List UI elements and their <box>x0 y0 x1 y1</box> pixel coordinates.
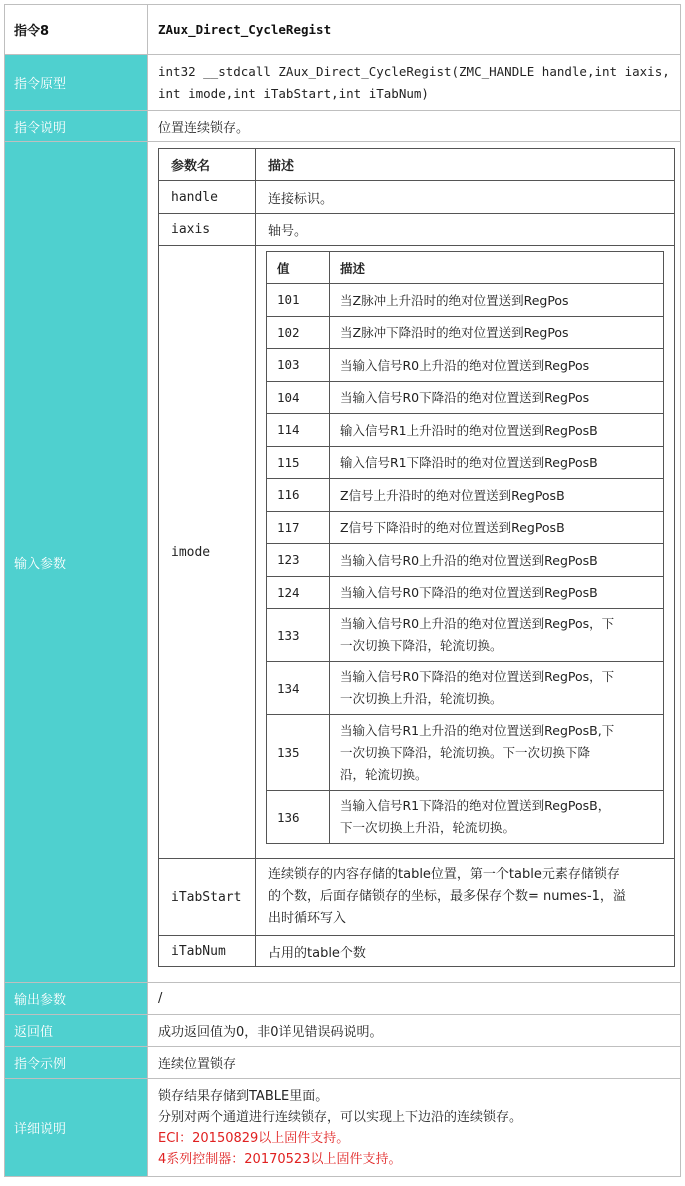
imode-desc-line: 一次切换上升沿，轮流切换。 <box>340 691 503 706</box>
detail-text <box>148 1079 681 1177</box>
imode-value-desc: 输入信号R1下降沿时的绝对位置送到RegPosB <box>330 446 664 479</box>
param-row-iaxis <box>159 214 675 246</box>
imode-value: 116 <box>267 479 330 512</box>
imode-desc-line: 当输入信号R0上升沿的绝对位置送到RegPos，下 <box>340 616 615 631</box>
detail-note-eci: ECI：20150829以上固件支持。 <box>158 1130 350 1146</box>
detail-note-series4: 4系列控制器：20170523以上固件支持。 <box>158 1151 402 1167</box>
imode-value-row <box>267 662 664 715</box>
prototype-label: 指令原型 <box>5 55 148 111</box>
example-text: 连续位置锁存 <box>148 1047 681 1079</box>
imode-value: 133 <box>267 609 330 662</box>
imode-value-row <box>267 609 664 662</box>
imode-value-desc: Z信号上升沿时的绝对位置送到RegPosB <box>330 479 664 512</box>
imode-value: 117 <box>267 511 330 544</box>
values-col-value: 值 <box>267 252 330 284</box>
imode-value: 123 <box>267 544 330 577</box>
imode-value-row <box>267 381 664 414</box>
prototype-row <box>5 55 681 111</box>
imode-value-row <box>267 284 664 317</box>
imode-value-desc: 当输入信号R0上升沿的绝对位置送到RegPos <box>330 349 664 382</box>
imode-values-table <box>266 251 664 844</box>
imode-value: 134 <box>267 662 330 715</box>
param-desc: 轴号。 <box>256 214 675 246</box>
param-row-handle <box>159 181 675 214</box>
imode-value-desc: 输入信号R1上升沿时的绝对位置送到RegPosB <box>330 414 664 447</box>
imode-value-desc: Z信号下降沿时的绝对位置送到RegPosB <box>330 511 664 544</box>
instruction-table <box>4 4 681 1177</box>
imode-value-row <box>267 544 664 577</box>
imode-value: 115 <box>267 446 330 479</box>
param-name: iTabNum <box>159 936 256 967</box>
instruction-number: 指令8 <box>5 5 148 55</box>
imode-value: 101 <box>267 284 330 317</box>
imode-desc-line: 当输入信号R0下降沿的绝对位置送到RegPos，下 <box>340 669 615 684</box>
params-table <box>158 148 675 967</box>
output-label: 输出参数 <box>5 983 148 1015</box>
example-label: 指令示例 <box>5 1047 148 1079</box>
param-row-itabnum <box>159 936 675 967</box>
imode-desc-line: 一次切换下降沿，轮流切换。 <box>340 638 503 653</box>
imode-value-row <box>267 316 664 349</box>
itabstart-desc-line: 连续锁存的内容存储的table位置，第一个table元素存储锁存 <box>268 867 620 882</box>
param-name: handle <box>159 181 256 214</box>
param-desc: 连接标识。 <box>256 181 675 214</box>
description-row <box>5 111 681 142</box>
imode-value-desc: 当Z脉冲下降沿时的绝对位置送到RegPos <box>330 316 664 349</box>
prototype-text <box>148 55 681 111</box>
imode-value-desc <box>330 715 664 791</box>
prototype-line-2: int imode,int iTabStart,int iTabNum) <box>158 85 429 101</box>
imode-value-row <box>267 446 664 479</box>
imode-value-desc: 当输入信号R0下降沿的绝对位置送到RegPos <box>330 381 664 414</box>
imode-value-desc <box>330 609 664 662</box>
imode-value-desc: 当输入信号R0下降沿的绝对位置送到RegPosB <box>330 576 664 609</box>
output-row <box>5 983 681 1015</box>
output-text: / <box>148 983 681 1015</box>
param-name: iTabStart <box>159 859 256 936</box>
detail-row <box>5 1079 681 1177</box>
imode-value: 102 <box>267 316 330 349</box>
example-row <box>5 1047 681 1079</box>
imode-desc-line: 下一次切换上升沿，轮流切换。 <box>340 820 516 835</box>
imode-values-cell <box>256 246 675 859</box>
imode-desc-line: 当输入信号R1下降沿的绝对位置送到RegPosB， <box>340 798 611 813</box>
imode-value-row <box>267 576 664 609</box>
detail-label: 详细说明 <box>5 1079 148 1177</box>
imode-desc-line: 一次切换下降沿，轮流切换。下一次切换下降 <box>340 744 591 760</box>
return-label: 返回值 <box>5 1015 148 1047</box>
detail-line-1: 锁存结果存储到TABLE里面。 <box>158 1088 329 1104</box>
imode-value-desc: 当Z脉冲上升沿时的绝对位置送到RegPos <box>330 284 664 317</box>
imode-desc-line: 沿，轮流切换。 <box>340 766 428 782</box>
imode-desc-line: 当输入信号R1上升沿的绝对位置送到RegPosB,下 <box>340 722 615 738</box>
imode-value-row <box>267 715 664 791</box>
imode-value-desc: 当输入信号R0上升沿的绝对位置送到RegPosB <box>330 544 664 577</box>
imode-value-row <box>267 414 664 447</box>
params-col-desc: 描述 <box>256 149 675 181</box>
values-col-desc: 描述 <box>330 252 664 284</box>
imode-value-row <box>267 791 664 844</box>
param-row-imode <box>159 246 675 859</box>
imode-value: 135 <box>267 715 330 791</box>
description-text: 位置连续锁存。 <box>148 111 681 142</box>
params-col-name: 参数名 <box>159 149 256 181</box>
input-cell <box>148 142 681 983</box>
param-desc <box>256 859 675 936</box>
imode-value-row <box>267 349 664 382</box>
imode-value-desc <box>330 662 664 715</box>
return-text: 成功返回值为0，非0详见错误码说明。 <box>148 1015 681 1047</box>
imode-value: 103 <box>267 349 330 382</box>
instruction-name: ZAux_Direct_CycleRegist <box>148 5 681 55</box>
description-label: 指令说明 <box>5 111 148 142</box>
prototype-line-1: int32 __stdcall ZAux_Direct_CycleRegist(ZMC_HANDLE handle,int iaxis, <box>158 63 670 79</box>
param-name: imode <box>159 246 256 859</box>
itabstart-desc-line: 出时循环写入 <box>268 911 347 926</box>
imode-value: 124 <box>267 576 330 609</box>
itabstart-desc-line: 的个数，后面存储锁存的坐标，最多保存个数= numes-1，溢 <box>268 889 626 904</box>
imode-value-desc <box>330 791 664 844</box>
param-name: iaxis <box>159 214 256 246</box>
param-row-itabstart <box>159 859 675 936</box>
imode-value-row <box>267 511 664 544</box>
imode-values-body <box>267 284 664 844</box>
imode-value-row <box>267 479 664 512</box>
imode-value: 104 <box>267 381 330 414</box>
input-row <box>5 142 681 983</box>
imode-value: 114 <box>267 414 330 447</box>
param-desc: 占用的table个数 <box>256 936 675 967</box>
imode-value: 136 <box>267 791 330 844</box>
return-row <box>5 1015 681 1047</box>
input-label: 输入参数 <box>5 142 148 983</box>
header-row <box>5 5 681 55</box>
detail-line-2: 分别对两个通道进行连续锁存，可以实现上下边沿的连续锁存。 <box>158 1109 523 1125</box>
